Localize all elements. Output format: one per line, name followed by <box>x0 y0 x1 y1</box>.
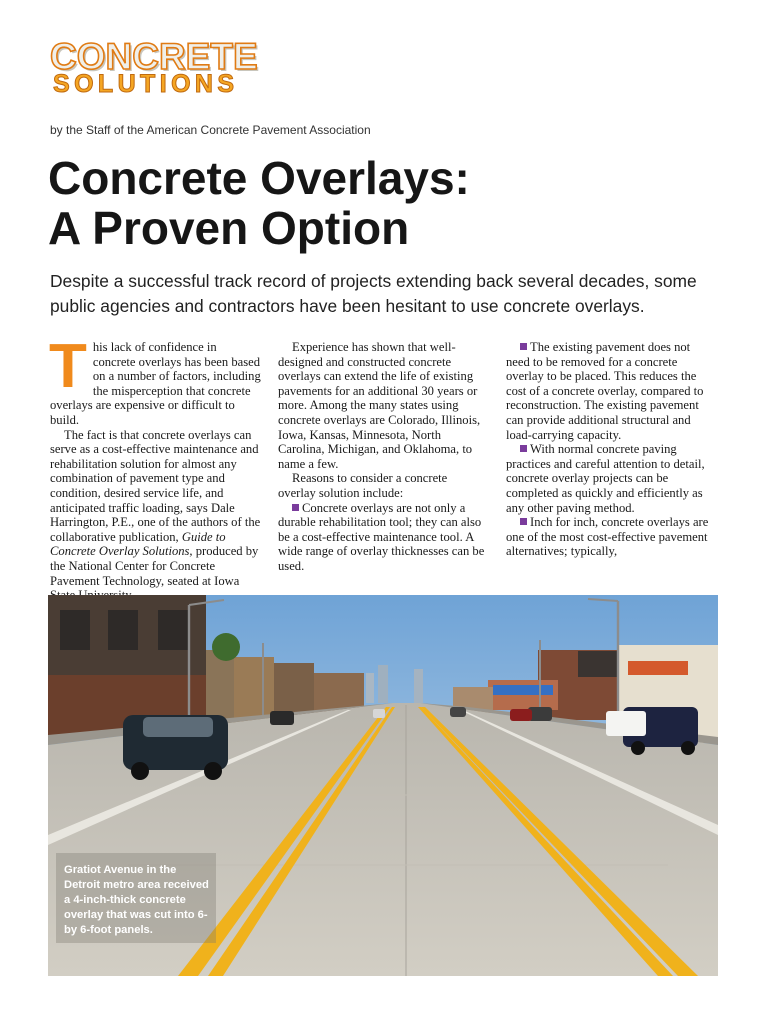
logo-line-concrete: CONCRETE <box>50 36 258 77</box>
headline-line-2: A Proven Option <box>48 202 410 254</box>
article-deck: Despite a successful track record of projects extending back several decades, some public agencies and contractors have been hesitant to use concrete overlays. <box>50 271 697 316</box>
bullet-item-3 <box>506 442 717 515</box>
bullet-square-icon <box>520 343 527 350</box>
bullet-1-text: Concrete overlays are not only a durable rehabilitation tool; they can also be a cost-effective maintenance tool. A wide range of overlay thicknesses can be used. <box>278 500 485 573</box>
article-headline <box>48 153 728 253</box>
bullet-3-text: With normal concrete paving practices and careful attention to detail, concrete overlay projects can be completed as quickly and efficiently as any other paving method. <box>506 442 705 515</box>
byline: by the Staff of the American Concrete Pavement Association <box>50 123 371 137</box>
drop-cap: T <box>49 332 87 401</box>
paragraph-reasons: Reasons to consider a concrete overlay solution include: <box>278 471 448 500</box>
intro-text: his lack of confidence in concrete overlays has been based on a number of factors, including the misperception that concrete overlays are expensive or difficult to build. <box>50 340 261 427</box>
body-column-2 <box>278 340 488 574</box>
bullet-square-icon <box>292 504 299 511</box>
bullet-4-text: Inch for inch, concrete overlays are one of the most cost-effective pavement alternatives; typically, <box>506 515 709 559</box>
body-column-1 <box>49 332 261 603</box>
logo-line-solutions: SOLUTIONS <box>53 70 239 98</box>
harrington-text-b: produced by the National Center for Concrete Pavement Technology, seated at Iowa <box>50 544 259 588</box>
guide-title: Guide to Concrete Overlay Solutions, <box>50 529 226 559</box>
paragraph-intro <box>49 332 261 428</box>
paragraph-harrington <box>50 428 261 603</box>
body-column-3 <box>506 340 717 559</box>
paragraph-experience: Experience has shown that well-designed and constructed concrete overlays can extend the life of existing pavements for an additional 30 years or more. Among the many states using concrete overlays are Colorado, Illinois, Iowa, Kansas, Minnesota, North Carolina, Michigan, and Oklahoma, to name a few. <box>278 340 481 471</box>
bullet-square-icon <box>520 518 527 525</box>
bullet-square-icon <box>520 445 527 452</box>
bullet-item-1 <box>278 501 488 574</box>
concrete-solutions-logo <box>50 38 290 98</box>
photo-caption: Gratiot Avenue in the Detroit metro area received a 4-inch-thick concrete overlay that was cut into 6- by 6-foot panels. <box>64 864 209 936</box>
harrington-text-a: The fact is that concrete overlays can serve as a cost-effective maintenance and rehabilitation solution for almost any combination of pavement type and condition, desired service life, and anticipated traffic loading, says Dale Harrington, P.E., one of the authors of the collaborative publication, <box>50 427 261 544</box>
headline-line-1: Concrete Overlays: <box>48 152 470 204</box>
bullet-item-2 <box>506 340 717 442</box>
bullet-2-text: The existing pavement does not need to be removed for a concrete overlay to be placed. This reduces the cost of a concrete overlay, compared to reconstruction. The existing pavement can provide additional structural and load-carrying capacity. <box>506 340 704 442</box>
bullet-item-4 <box>506 515 717 559</box>
